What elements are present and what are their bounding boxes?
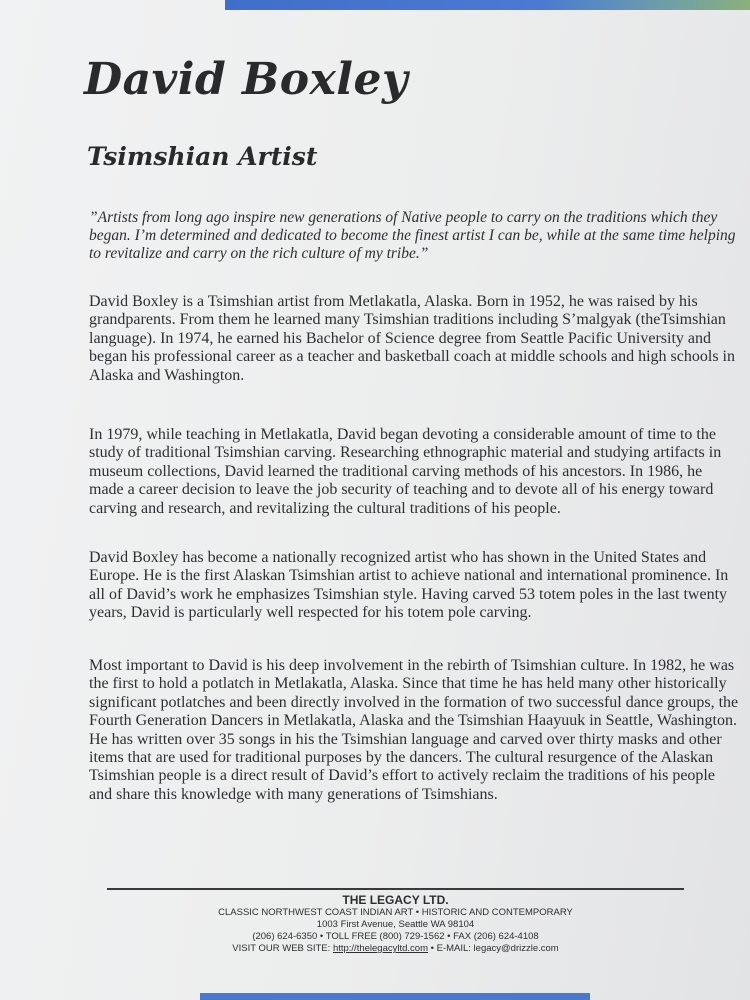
bio-paragraph-2: In 1979, while teaching in Metlakatla, David began devoting a considerable amount of time to the study of traditional Tsimshian carving. Researching ethnographic material and studying artifacts in museum collections, David learned the traditional carving methods of his ancestors. In 1986, he made a career decision to leave the job security of teaching and to devote all of his energy toward carving and research, and revitalizing the cultural traditions of his people. — [89, 426, 722, 517]
page-title: David Boxley — [84, 54, 409, 105]
footer-address: 1003 First Avenue, Seattle WA 98104 — [316, 919, 475, 930]
bio-paragraph-4: Most important to David is his deep involvement in the rebirth of Tsimshian culture. In 1982, he was the first to hold a potlatch in Metlakatla, Alaska. Since that time he has held many other historically significant potlatches and been directly involved in the formation of two successful dance groups, the Fourth Generation Dancers in Metlakatla, Alaska and the Tsimshian Haayuuk in Seattle, Washington. He has written over 35 songs in his the Tsimshian language and carved over thirty masks and other items that are used for traditional purposes by the dancers. The cultural resurgence of the Alaskan Tsimshian people is a direct result of David’s effort to actively reclaim the traditions of his people and share this knowledge with many generations of Tsimshians. — [89, 657, 739, 803]
footer-email: • E-MAIL: legacy@drizzle.com — [428, 943, 559, 954]
footer-web-line — [107, 943, 684, 955]
footer-phones: (206) 624-6350 • TOLL FREE (800) 729-1562 • FAX (206) 624-4108 — [252, 931, 539, 942]
bio-paragraph-1: David Boxley is a Tsimshian artist from Metlakatla, Alaska. Born in 1952, he was raised by his grandparents. From them he learned many Tsimshian traditions including S’malgyak (theTsimshian language). In 1974, he earned his Bachelor of Science degree from Seattle Pacific University and began his professional career as a teacher and basketball coach at middle schools and high schools in Alaska and Washington. — [89, 293, 735, 384]
page-subtitle: Tsimshian Artist — [87, 142, 318, 171]
gallery-footer — [107, 893, 684, 955]
footer-web-label: VISIT OUR WEB SITE: — [232, 943, 333, 954]
footer-divider — [107, 888, 684, 890]
artist-quote: ”Artists from long ago inspire new generations of Native people to carry on the traditions which they began. I’m determined and dedicated to become the finest artist I can be, while at the same time helping to revitalize and carry on the rich culture of my tribe.” — [89, 209, 736, 262]
bio-paragraph-3: David Boxley has become a nationally recognized artist who has shown in the United States and Europe. He is the first Alaskan Tsimshian artist to achieve national and international prominence. In all of David’s work he emphasizes Tsimshian style. Having carved 53 totem poles in the last twenty years, David is particularly well respected for his totem pole carving. — [89, 549, 729, 622]
footer-company-name: THE LEGACY LTD. — [342, 893, 449, 907]
footer-web-link[interactable]: http://thelegacyltd.com — [332, 943, 428, 954]
footer-tagline: CLASSIC NORTHWEST COAST INDIAN ART • HISTORIC AND CONTEMPORARY — [218, 907, 573, 918]
